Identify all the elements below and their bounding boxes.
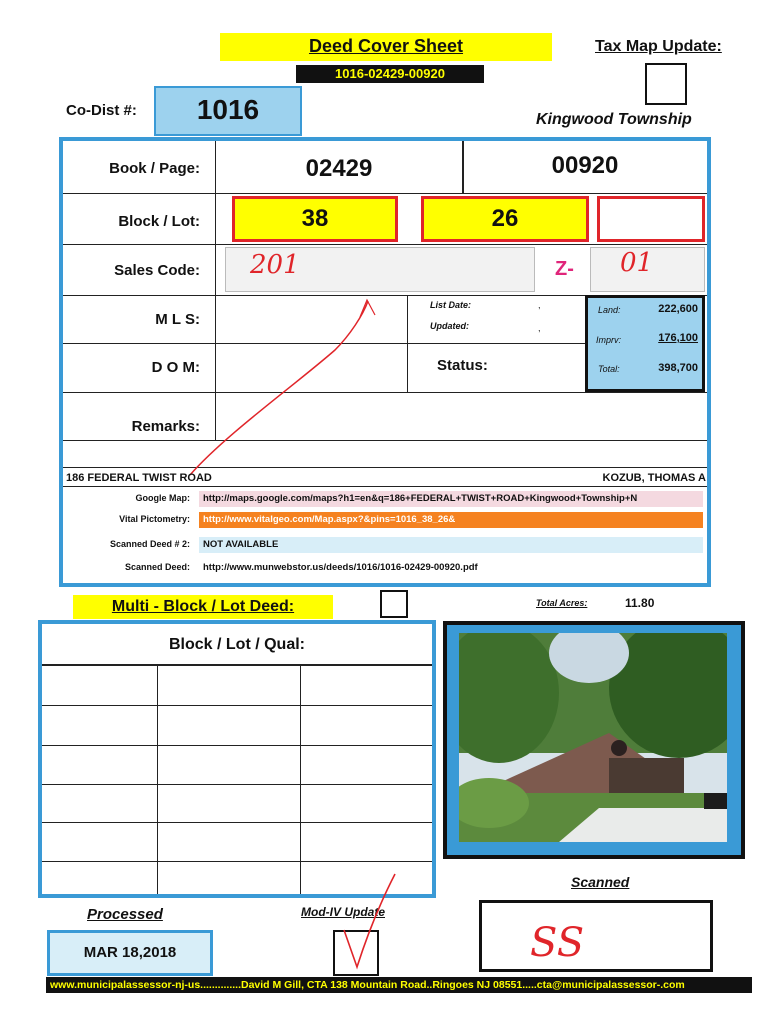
- table-row-divider: [42, 822, 432, 823]
- land-label: Land:: [598, 305, 621, 315]
- page-number: 00920: [551, 152, 619, 179]
- handwritten-check-mark: [185, 295, 385, 480]
- total-acres-value: 11.80: [625, 596, 655, 610]
- link-value[interactable]: http://maps.google.com/maps?h1=en&q=186+FEDERAL+TWIST+ROAD+Kingwood+Township+N: [199, 491, 703, 507]
- imprv-value: 176,100: [658, 332, 698, 344]
- table-col-divider: [157, 666, 158, 894]
- link-value[interactable]: http://www.munwebstor.us/deeds/1016/1016-02429-00920.pdf: [199, 560, 703, 576]
- property-photo: [459, 633, 727, 842]
- table-row-divider: [42, 784, 432, 785]
- col-divider: [407, 295, 408, 392]
- remarks-label: Remarks:: [131, 418, 200, 435]
- dom-label: D O M:: [151, 359, 200, 376]
- link-value[interactable]: http://www.vitalgeo.com/Map.aspx?&pins=1016_38_26&: [199, 512, 703, 528]
- link-label: Google Map:: [135, 493, 190, 503]
- updated-value: ,: [538, 323, 541, 333]
- table-row-divider: [42, 861, 432, 862]
- row-divider: [63, 193, 707, 194]
- z-label: Z-: [555, 258, 574, 280]
- table-col-divider: [300, 666, 301, 894]
- block-lot-label: Block / Lot:: [118, 213, 200, 230]
- link-label: Vital Pictometry:: [119, 514, 190, 524]
- codist-label: Co-Dist #:: [66, 102, 137, 119]
- z-code-handwritten: 01: [620, 248, 654, 278]
- link-label: Scanned Deed # 2:: [109, 539, 190, 549]
- record-id-badge: 1016-02429-00920: [296, 65, 484, 83]
- list-date-value: ,: [538, 300, 541, 310]
- multi-block-lot-checkbox[interactable]: [380, 590, 408, 618]
- processed-label: Processed: [87, 906, 163, 923]
- modiv-update-label: Mod-IV Update: [301, 905, 385, 919]
- link-value[interactable]: NOT AVAILABLE: [199, 537, 703, 553]
- block-lot-qual-title: Block / Lot / Qual:: [168, 636, 305, 653]
- modiv-check-mark: [340, 872, 400, 972]
- tax-map-update-checkbox[interactable]: [645, 63, 687, 105]
- table-row-divider: [42, 705, 432, 706]
- township-name: Kingwood Township: [536, 111, 692, 128]
- sales-code-label: Sales Code:: [114, 262, 200, 279]
- block-value: 38: [232, 196, 398, 242]
- row-divider: [63, 440, 707, 441]
- sales-code-handwritten: 201: [250, 250, 300, 280]
- total-label: Total:: [598, 364, 620, 374]
- row-divider: [63, 244, 707, 245]
- scanned-initials-handwritten: SS: [530, 920, 585, 966]
- updated-label: Updated:: [430, 321, 469, 331]
- imprv-label: Imprv:: [596, 335, 622, 345]
- qual-value: [597, 196, 705, 242]
- processed-date: MAR 18,2018: [47, 930, 213, 976]
- table-row-divider: [42, 745, 432, 746]
- block-lot-qual-panel: [38, 620, 436, 898]
- table-header-divider: [42, 664, 432, 666]
- mls-label: M L S:: [155, 311, 200, 328]
- link-label: Scanned Deed:: [124, 562, 190, 572]
- row-divider: [63, 486, 707, 487]
- book-number: 02429: [305, 155, 373, 182]
- status-label: Status:: [437, 357, 488, 374]
- tax-map-update-label: Tax Map Update:: [595, 38, 722, 55]
- land-value: 222,600: [658, 303, 698, 315]
- page-title: Deed Cover Sheet: [220, 33, 552, 61]
- multi-block-lot-label: Multi - Block / Lot Deed:: [73, 595, 333, 619]
- scanned-initials-box: [479, 900, 713, 972]
- total-acres-label: Total Acres:: [536, 598, 588, 608]
- row-divider: [63, 467, 707, 468]
- footer-contact: www.municipalassessor-nj-us..............David M Gill, CTA 138 Mountain Road..Ringoes NJ 08551.....cta@municipalassessor-.com: [46, 977, 752, 993]
- book-page-label: Book / Page:: [109, 160, 200, 177]
- scanned-label: Scanned: [571, 874, 630, 890]
- lot-value: 26: [421, 196, 589, 242]
- total-value: 398,700: [658, 362, 698, 374]
- property-address: 186 FEDERAL TWIST ROAD: [66, 472, 212, 484]
- codist-value: 1016: [154, 86, 302, 136]
- owner-name: KOZUB, THOMAS A: [602, 472, 706, 484]
- row-divider: [63, 392, 707, 393]
- list-date-label: List Date:: [430, 300, 472, 310]
